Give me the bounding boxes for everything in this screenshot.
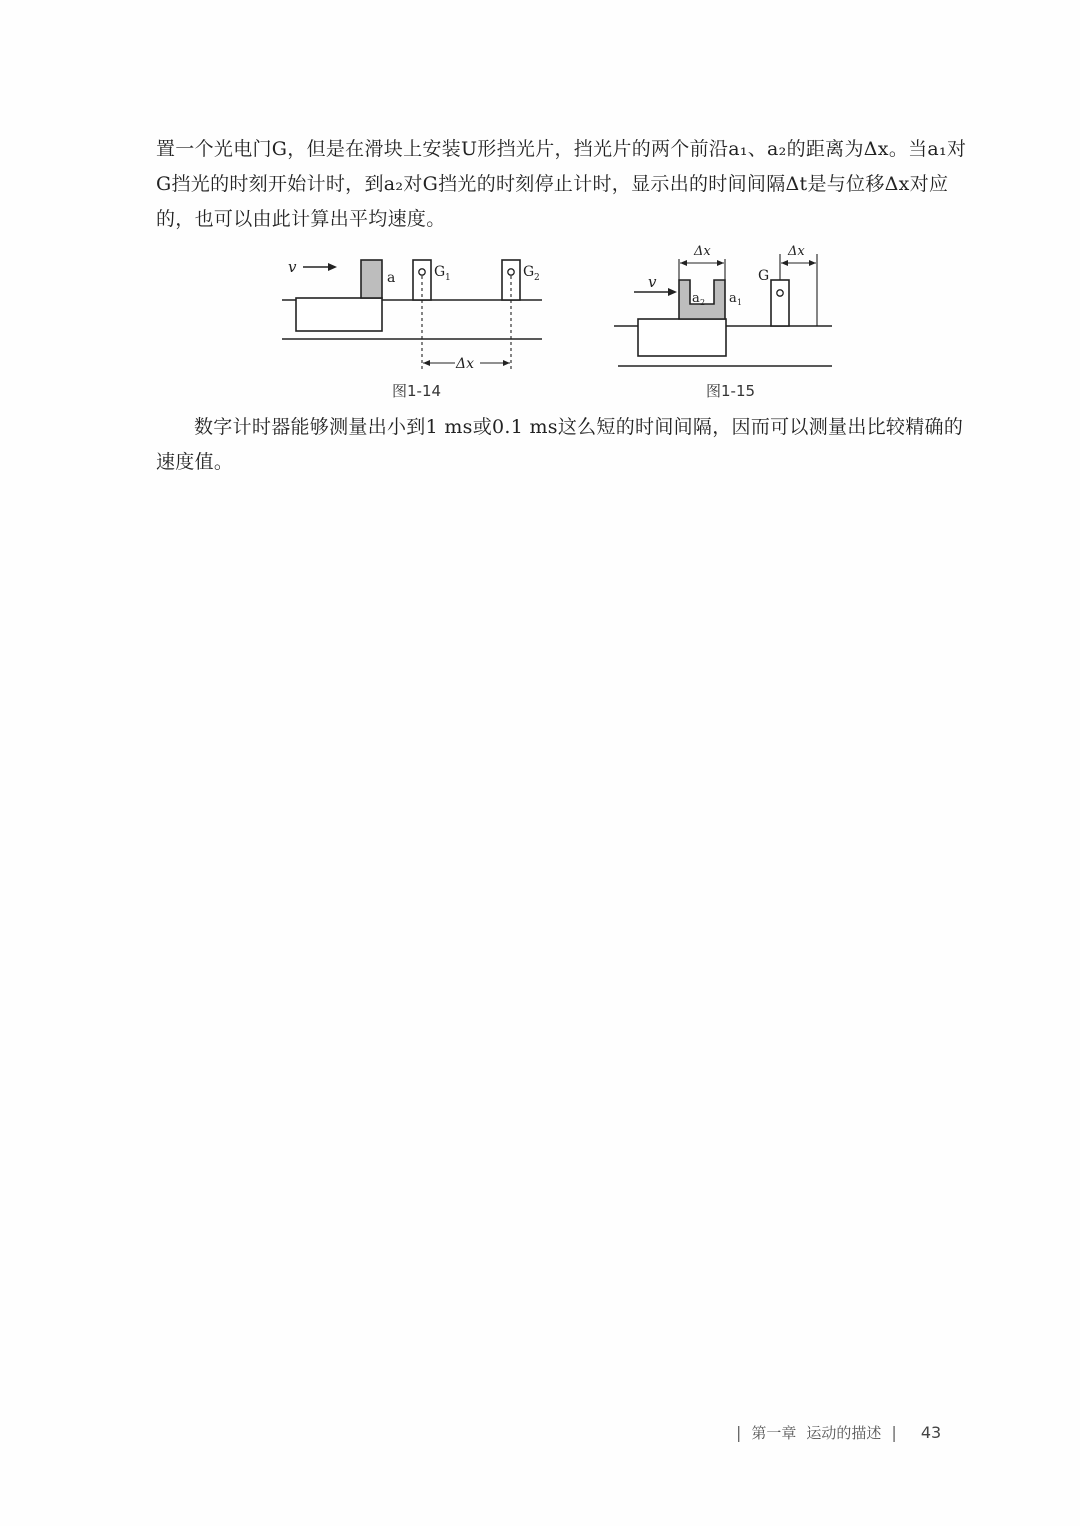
footer-title: 运动的描述 [806,1424,882,1442]
gate-g [771,280,789,326]
paragraph-line: 置一个光电门G，但是在滑块上安装U形挡光片，挡光片的两个前沿a₁、a₂的距离为Δx。当a₁对 [156,138,967,160]
edge-a1-label: a [729,291,737,306]
edge-a1-sub: 1 [737,298,743,307]
dx-label-left: Δx [694,244,711,259]
edge-a2-sub: 2 [700,298,706,307]
footer-divider: | [736,1423,742,1442]
velocity-label: v [288,258,297,276]
paragraph-photogate-u-flag [156,132,967,237]
velocity-arrowhead [668,288,677,296]
footer-divider: | [891,1423,897,1442]
figure-1-14 [280,252,550,377]
edge-a2-label: a [692,291,700,306]
slider-block [296,298,382,331]
dx-label-right: Δx [788,244,805,259]
slider-block [638,319,726,356]
paragraph-line: 的，也可以由此计算出平均速度。 [156,208,446,230]
gate-g2-label: G [523,264,535,280]
gate-g-label: G [758,268,770,284]
flag-label: a [387,270,396,286]
velocity-label: v [648,273,657,291]
gate-g2-sub: 2 [534,273,540,283]
dx-label: Δx [456,356,475,372]
paragraph-digital-timer [156,410,964,480]
figure-1-15-caption: 图1-15 [706,382,756,400]
gate-g1-label: G [434,264,446,280]
page-number: 43 [920,1423,942,1442]
gate-g1-sub: 1 [445,273,451,283]
flag [361,260,382,298]
figure-1-14-caption: 图1-14 [392,382,442,400]
footer-chapter: 第一章 [751,1424,797,1442]
page-footer [736,1422,941,1443]
paragraph-line: G挡光的时刻开始计时，到a₂对G挡光的时刻停止计时，显示出的时间间隔Δt是与位移Δx对应 [156,173,949,195]
velocity-arrowhead [328,263,337,271]
paragraph-line: 速度值。 [156,451,234,473]
figure-1-15 [612,240,842,372]
paragraph-line: 数字计时器能够测量出小到1 ms或0.1 ms这么短的时间间隔，因而可以测量出比较精确的 [194,416,964,438]
